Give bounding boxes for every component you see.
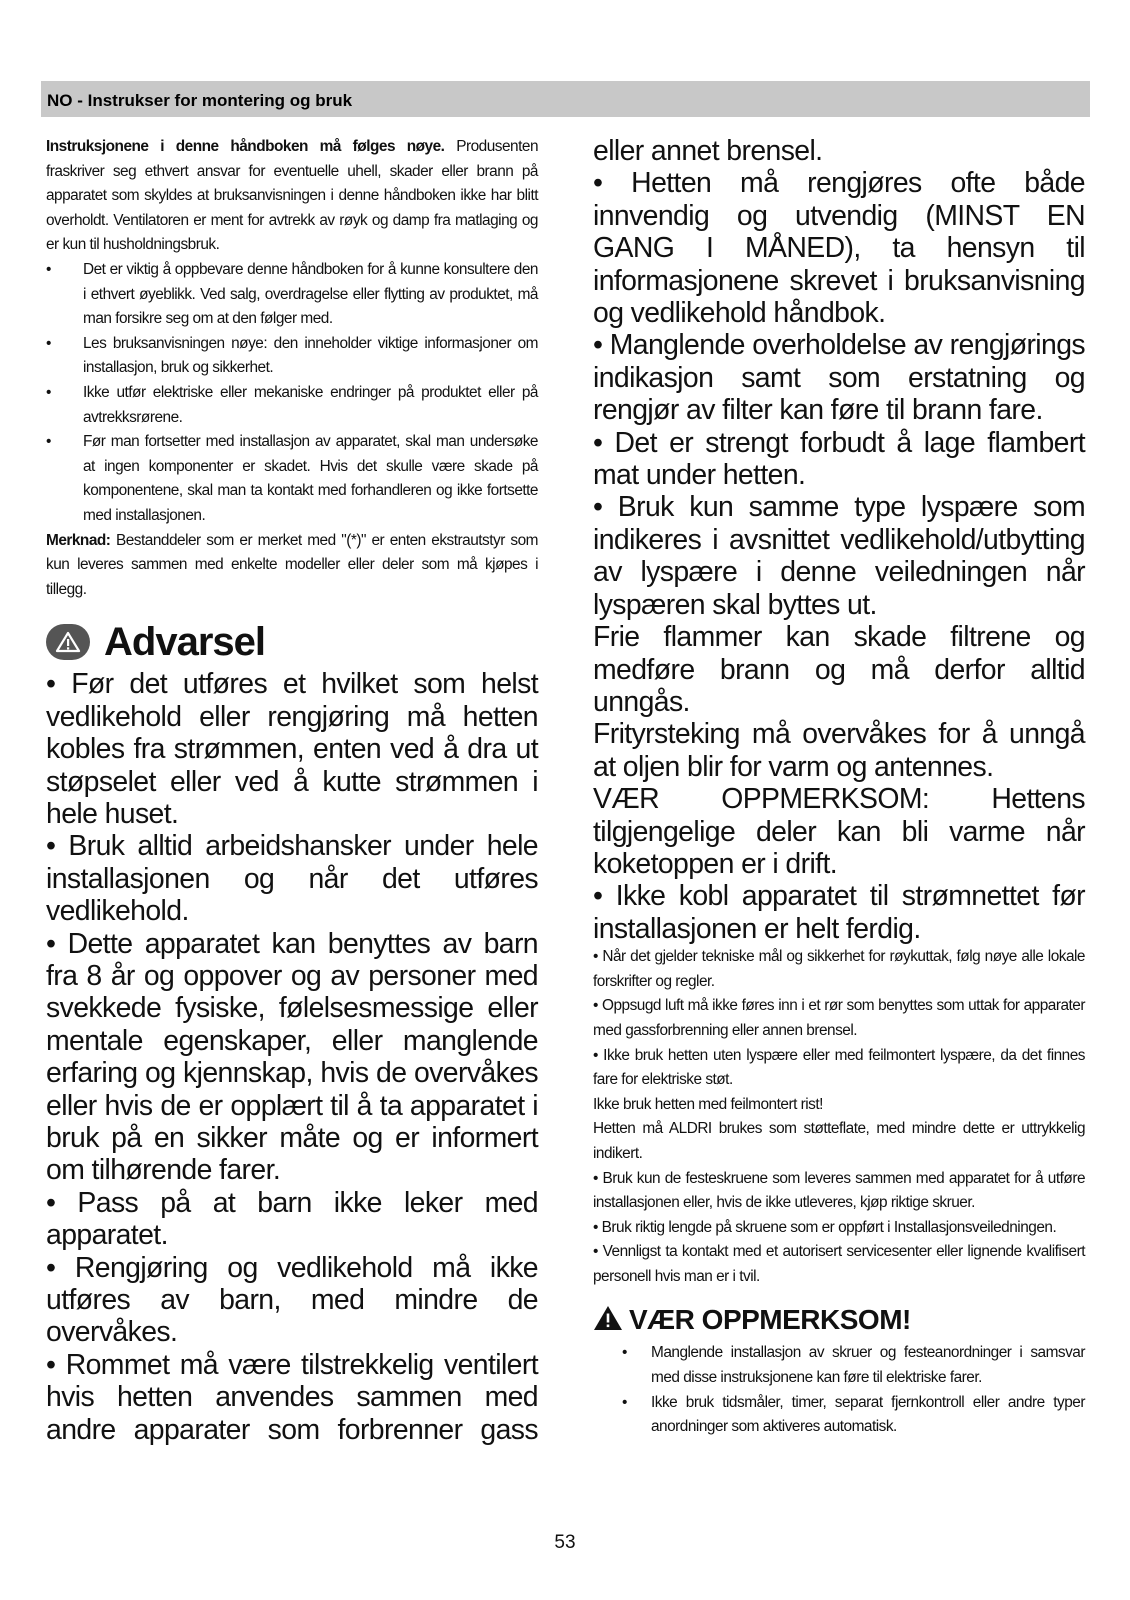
left-column (46, 135, 538, 1446)
safety-note: • Når det gjelder tekniske mål og sikkerhet for røykuttak, følg nøye alle lokale forskrifter og regler. (593, 948, 1085, 990)
safety-note: • Oppsugd luft må ikke føres inn i et rør som benyttes som uttak for apparater med gassforbrenning eller annen brensel. (593, 997, 1085, 1039)
list-item: • Før man fortsetter med installasjon av apparatet, skal man undersøke at ingen komponenter er skadet. Hvis det skulle være skade på komponentene, skal man ta kontakt med forhandleren og ikke fortsette med installasjonen. (46, 433, 538, 524)
right-column (593, 135, 1085, 1440)
warning-item: • Ikke kobl apparatet til strømnettet før installasjonen er helt ferdig. (593, 880, 1085, 945)
warning-item: • Manglende overholdelse av rengjørings indikasjon samt som erstatning og rengjør av filter kan føre til brann fare. (593, 329, 1085, 427)
safety-note: • Bruk riktig lengde på skruene som er oppført i Installasjonsveiledningen. (593, 1218, 1057, 1236)
warning-item: • Bruk alltid arbeidshansker under hele installasjonen og når det utføres vedlikehold. (46, 830, 538, 928)
list-item: • Manglende installasjon av skruer og festeanordninger i samsvar med disse instruksjonene kan føre til elektriske farer. (622, 1344, 1085, 1387)
attention-list (593, 1341, 1085, 1439)
safety-note: Ikke bruk hetten med feilmontert rist! (593, 1095, 823, 1113)
warning-item: VÆR OPPMERKSOM: Hettens tilgjengelige deler kan bli varme når koketoppen er i drift. (593, 783, 1085, 880)
warning-item: • Pass på at barn ikke leker med apparatet. (46, 1186, 538, 1252)
note-label: Merknad: (46, 531, 111, 549)
list-item: • Det er viktig å oppbevare denne håndboken for å kunne konsultere den i ethvert øyeblikk. Ved salg, overdragelse eller flytting av produktet, må man forsikre seg om at den følger med. (46, 260, 538, 328)
warning-circle-icon (46, 624, 90, 660)
warning-item: Frie flammer kan skade filtrene og medføre brann og må derfor alltid unngås. (593, 621, 1085, 718)
warning-item: • Det er strengt forbudt å lage flambert mat under hetten. (593, 426, 1085, 492)
section-header: NO - Instrukser for montering og bruk (41, 81, 1090, 117)
list-item: • Ikke utfør elektriske eller mekaniske endringer på produktet eller på avtrekksrørene. (46, 383, 538, 426)
intro-text: Produsenten fraskriver seg ethvert ansvar for eventuelle uhell, skader eller brann på apparatet som skyldes at bruksanvisningen i denne håndboken ikke har blitt overholdt. Ventilatoren er ment for avtrekk av røyk og damp fra matlaging og er kun til husholdningsbruk. (46, 138, 539, 254)
warning-item: • Rengjøring og vedlikehold må ikke utføres av barn, med mindre de overvåkes. (46, 1251, 538, 1349)
intro-bold: Instruksjonene i denne håndboken må følges nøye. (46, 138, 445, 155)
intro-paragraph (46, 135, 538, 258)
note-paragraph (46, 529, 538, 603)
warning-triangle-icon (593, 1305, 623, 1336)
safety-note: • Vennligst ta kontakt med et autorisert servicesenter eller lignende kvalifisert personell hvis man er i tvil. (593, 1243, 1085, 1285)
warning-item: • Bruk kun samme type lyspære som indikeres i avsnittet vedlikehold/utbytting av lyspære i denne veiledningen når lyspæren skal byttes ut. (593, 491, 1085, 621)
warning-item: • Rommet må være tilstrekkelig ventilert hvis hetten anvendes sammen med andre apparater som forbrenner gass (46, 1348, 538, 1446)
warning-item: • Dette apparatet kan benyttes av barn fra 8 år og oppover og av personer med svekkede fysiske, følelsesmessige eller mentale egenskaper, eller manglende erfaring og kjennskap, hvis de overvåkes eller hvis de er opplært til å ta apparatet i bruk på en sikker måte og er informert om tilhørende farer. (46, 927, 538, 1187)
warning-item: • Hetten må rengjøres ofte både innvendig og utvendig (MINST EN GANG I MÅNED), ta hensyn til informasjonene skrevet i bruksanvisning og vedlikehold håndbok. (593, 167, 1085, 330)
warning-title: Advarsel (104, 620, 265, 665)
warning-item: Frityrsteking må overvåkes for å unngå at oljen blir for varm og antennes. (593, 718, 1085, 783)
list-item: • Les bruksanvisningen nøye: den inneholder viktige informasjoner om installasjon, bruk og sikkerhet. (46, 334, 538, 377)
safety-note: • Bruk kun de festeskruene som leveres sammen med apparatet for å utføre installasjonen eller, hvis de ikke utleveres, kjøp riktige skruer. (593, 1169, 1085, 1212)
list-item: • Ikke bruk tidsmåler, timer, separat fjernkontroll eller andre typer anordninger som aktiveres automatisk. (622, 1393, 1085, 1436)
safety-note: Hetten må ALDRI brukes som støtteflate, med mindre dette er uttrykkelig indikert. (593, 1120, 1085, 1162)
safety-note: • Ikke bruk hetten uten lyspære eller med feilmontert lyspære, da det finnes fare for elektriske støt. (593, 1046, 1085, 1089)
page-number: 53 (554, 1532, 576, 1553)
attention-title: VÆR OPPMERKSOM! (629, 1304, 911, 1336)
note-text: Bestanddeler som er merket med "(*)" er enten ekstrautstyr som kun leveres sammen med enkelte modeller eller deler som må kjøpes i tillegg. (46, 531, 538, 598)
warning-item: eller annet brensel. (593, 135, 823, 167)
warning-item: • Før det utføres et hvilket som helst vedlikehold eller rengjøring må hetten kobles fra strømmen, enten ved å dra ut støpselet eller ved å kutte strømmen i hele huset. (46, 668, 538, 830)
warning-heading (46, 618, 538, 666)
intro-bullet-list (46, 258, 538, 529)
attention-heading (593, 1303, 1085, 1337)
